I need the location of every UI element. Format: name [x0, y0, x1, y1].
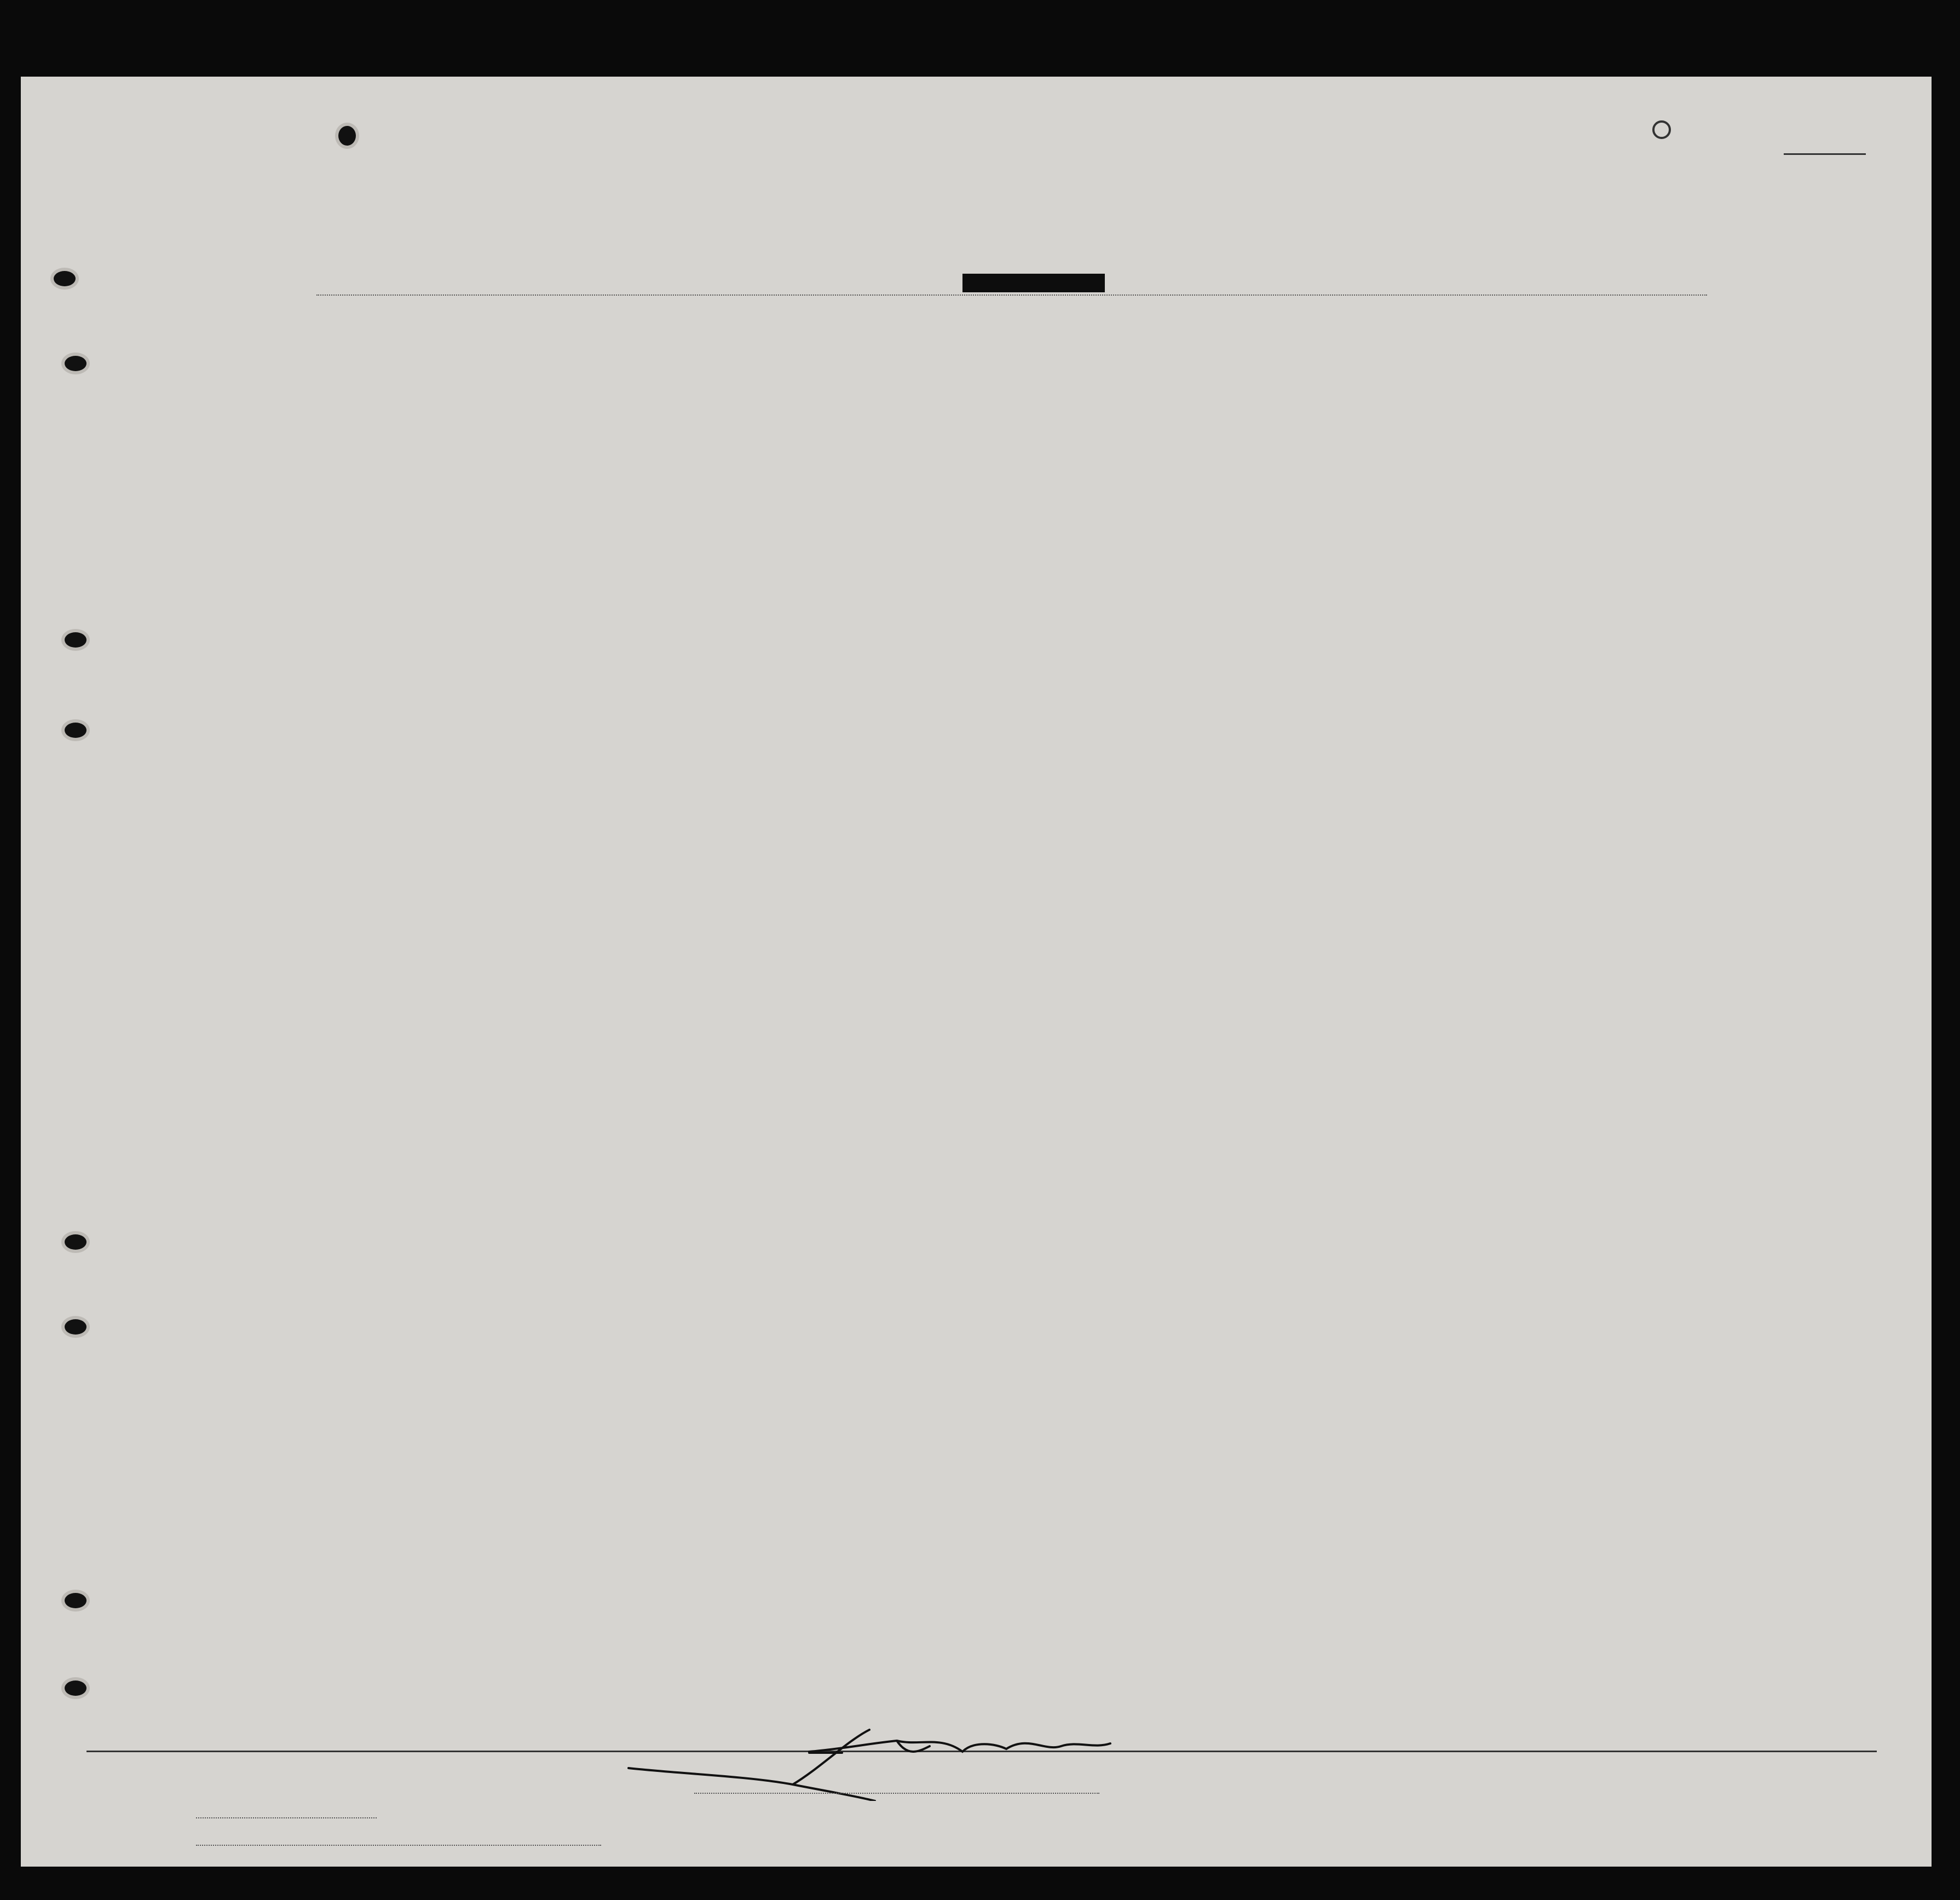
binder-hole: [65, 632, 87, 648]
sheet-underline: [1784, 153, 1866, 155]
inspector-rule: [694, 1793, 1099, 1794]
binder-hole: [65, 1593, 87, 1608]
table-grid: [87, 313, 1877, 1747]
binder-hole: [65, 1234, 87, 1250]
redaction-bar: [962, 274, 1105, 292]
binder-hole: [65, 1680, 87, 1696]
agents-rule: [196, 1845, 601, 1846]
crew-table: [87, 313, 1877, 1747]
vessel-line-rule: [316, 294, 1707, 296]
owners-rule: [196, 1817, 377, 1818]
binder-hole: [65, 1319, 87, 1335]
punch-hole: [338, 126, 356, 146]
circle-mark: [1652, 120, 1671, 139]
binder-hole: [65, 356, 87, 371]
binder-hole: [54, 271, 76, 286]
inspector-signature: [612, 1719, 1116, 1801]
binder-hole: [65, 723, 87, 738]
manifest-sheet: [21, 77, 1932, 1867]
